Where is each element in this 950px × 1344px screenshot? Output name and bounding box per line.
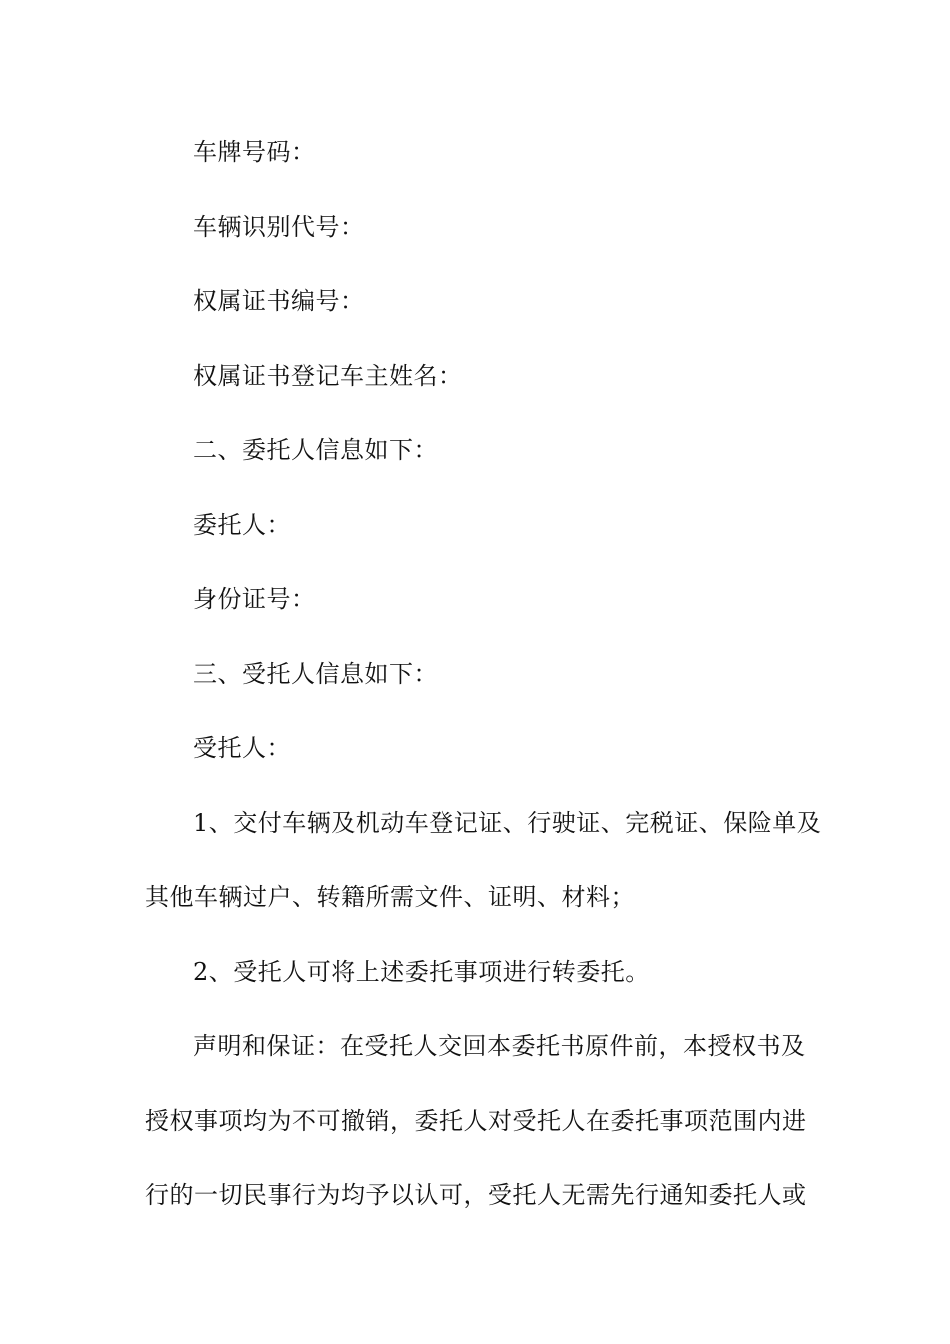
declaration-line-1: 声明和保证：在受托人交回本委托书原件前，本授权书及 (193, 1032, 806, 1060)
vin-label: 车辆识别代号： (193, 213, 365, 241)
clause-1-line-1: 1、交付车辆及机动车登记证、行驶证、完税证、保险单及 (193, 809, 822, 837)
id-number-label: 身份证号： (193, 585, 316, 613)
clause-1-line-2: 其他车辆过户、转籍所需文件、证明、材料； (145, 883, 635, 911)
principal-label: 委托人： (193, 511, 291, 539)
declaration-line-3: 行的一切民事行为均予以认可，受托人无需先行通知委托人或 (145, 1181, 807, 1209)
section-heading-principal: 二、委托人信息如下： (193, 436, 438, 464)
clause-2: 2、受托人可将上述委托事项进行转委托。 (193, 958, 650, 986)
owner-name-label: 权属证书登记车主姓名： (193, 362, 463, 390)
agent-label: 受托人： (193, 734, 291, 762)
plate-number-label: 车牌号码： (193, 138, 316, 166)
certificate-number-label: 权属证书编号： (193, 287, 365, 315)
section-heading-agent: 三、受托人信息如下： (193, 660, 438, 688)
declaration-line-2: 授权事项均为不可撤销，委托人对受托人在委托事项范围内进 (145, 1107, 807, 1135)
